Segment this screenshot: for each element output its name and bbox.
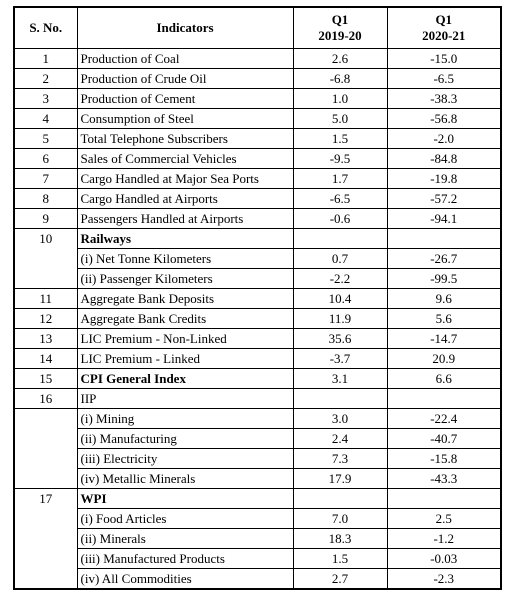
row-sno: 2 — [14, 69, 77, 89]
row-q1-2020-21: -2.3 — [387, 569, 501, 590]
row-q1-2020-21: -15.8 — [387, 449, 501, 469]
row-q1-2020-21: -99.5 — [387, 269, 501, 289]
row-q1-2019-20 — [293, 229, 387, 249]
row-indicator: WPI — [77, 489, 293, 509]
row-q1-2019-20: -6.5 — [293, 189, 387, 209]
table-row — [14, 549, 501, 569]
table-row — [14, 209, 501, 229]
row-q1-2020-21: -84.8 — [387, 149, 501, 169]
row-indicator: (iii) Electricity — [77, 449, 293, 469]
table-row — [14, 149, 501, 169]
row-q1-2019-20: 1.0 — [293, 89, 387, 109]
row-q1-2019-20: 10.4 — [293, 289, 387, 309]
table-row — [14, 229, 501, 249]
row-indicator: Consumption of Steel — [77, 109, 293, 129]
row-q1-2020-21: -38.3 — [387, 89, 501, 109]
row-indicator: IIP — [77, 389, 293, 409]
row-sno — [14, 249, 77, 269]
row-sno: 7 — [14, 169, 77, 189]
row-q1-2020-21: 2.5 — [387, 509, 501, 529]
table-row — [14, 429, 501, 449]
row-q1-2019-20: 7.3 — [293, 449, 387, 469]
row-q1-2020-21: -22.4 — [387, 409, 501, 429]
header-row — [14, 7, 501, 49]
row-q1-2019-20: -9.5 — [293, 149, 387, 169]
row-q1-2019-20: 1.7 — [293, 169, 387, 189]
row-sno — [14, 269, 77, 289]
row-q1-2019-20 — [293, 489, 387, 509]
row-q1-2019-20: 0.7 — [293, 249, 387, 269]
row-sno — [14, 469, 77, 489]
table-row — [14, 309, 501, 329]
row-q1-2020-21: 6.6 — [387, 369, 501, 389]
row-q1-2020-21: -40.7 — [387, 429, 501, 449]
row-sno: 1 — [14, 49, 77, 69]
row-indicator: LIC Premium - Linked — [77, 349, 293, 369]
row-sno: 17 — [14, 489, 77, 509]
table-row — [14, 509, 501, 529]
table-row — [14, 69, 501, 89]
row-indicator: Aggregate Bank Credits — [77, 309, 293, 329]
row-indicator: (i) Food Articles — [77, 509, 293, 529]
table-row — [14, 349, 501, 369]
row-q1-2019-20: 2.6 — [293, 49, 387, 69]
row-sno: 8 — [14, 189, 77, 209]
row-sno: 3 — [14, 89, 77, 109]
row-q1-2020-21: -15.0 — [387, 49, 501, 69]
table-row — [14, 389, 501, 409]
row-q1-2019-20: -3.7 — [293, 349, 387, 369]
table-row — [14, 169, 501, 189]
table-row — [14, 129, 501, 149]
row-sno — [14, 509, 77, 529]
row-indicator: (iv) Metallic Minerals — [77, 469, 293, 489]
row-sno: 16 — [14, 389, 77, 409]
row-q1-2019-20: 3.0 — [293, 409, 387, 429]
row-sno: 10 — [14, 229, 77, 249]
row-q1-2019-20: 3.1 — [293, 369, 387, 389]
row-indicator: Sales of Commercial Vehicles — [77, 149, 293, 169]
header-sno: S. No. — [14, 7, 77, 49]
row-q1-2020-21: 5.6 — [387, 309, 501, 329]
row-indicator: Production of Coal — [77, 49, 293, 69]
row-sno — [14, 449, 77, 469]
table-row — [14, 289, 501, 309]
row-indicator: Total Telephone Subscribers — [77, 129, 293, 149]
row-q1-2020-21: -1.2 — [387, 529, 501, 549]
row-q1-2020-21: -43.3 — [387, 469, 501, 489]
row-indicator: Railways — [77, 229, 293, 249]
row-q1-2019-20: -2.2 — [293, 269, 387, 289]
table-row — [14, 89, 501, 109]
row-q1-2019-20: 5.0 — [293, 109, 387, 129]
row-indicator: Cargo Handled at Airports — [77, 189, 293, 209]
table-row — [14, 449, 501, 469]
row-sno — [14, 429, 77, 449]
row-q1-2020-21: -94.1 — [387, 209, 501, 229]
row-sno — [14, 409, 77, 429]
row-q1-2019-20: 18.3 — [293, 529, 387, 549]
row-indicator: (i) Net Tonne Kilometers — [77, 249, 293, 269]
row-q1-2019-20: 17.9 — [293, 469, 387, 489]
row-indicator: Production of Cement — [77, 89, 293, 109]
row-q1-2019-20: 11.9 — [293, 309, 387, 329]
row-sno: 5 — [14, 129, 77, 149]
row-sno: 14 — [14, 349, 77, 369]
row-sno: 4 — [14, 109, 77, 129]
row-indicator: Production of Crude Oil — [77, 69, 293, 89]
row-q1-2020-21 — [387, 229, 501, 249]
table-row — [14, 409, 501, 429]
row-q1-2019-20: 7.0 — [293, 509, 387, 529]
row-sno: 9 — [14, 209, 77, 229]
row-q1-2020-21: -6.5 — [387, 69, 501, 89]
row-q1-2020-21: -26.7 — [387, 249, 501, 269]
row-indicator: Aggregate Bank Deposits — [77, 289, 293, 309]
row-sno — [14, 529, 77, 549]
row-sno: 15 — [14, 369, 77, 389]
row-indicator: Cargo Handled at Major Sea Ports — [77, 169, 293, 189]
table-row — [14, 249, 501, 269]
row-indicator: (iv) All Commodities — [77, 569, 293, 590]
row-q1-2020-21: -2.0 — [387, 129, 501, 149]
row-indicator: (ii) Minerals — [77, 529, 293, 549]
row-q1-2020-21 — [387, 489, 501, 509]
row-sno — [14, 549, 77, 569]
header-q1-2019-20 — [293, 7, 387, 49]
row-q1-2020-21: -0.03 — [387, 549, 501, 569]
indicators-table — [13, 6, 502, 590]
row-q1-2020-21: 9.6 — [387, 289, 501, 309]
header-q1-2019-20-line2: 2019-20 — [318, 28, 362, 43]
table-row — [14, 469, 501, 489]
row-sno — [14, 569, 77, 590]
table-row — [14, 269, 501, 289]
header-q1-2019-20-line1: Q1 — [331, 12, 349, 27]
table-row — [14, 529, 501, 549]
row-sno: 11 — [14, 289, 77, 309]
row-q1-2019-20: 1.5 — [293, 549, 387, 569]
row-indicator: LIC Premium - Non-Linked — [77, 329, 293, 349]
header-indicators: Indicators — [77, 7, 293, 49]
header-q1-2020-21-line1: Q1 — [435, 12, 453, 27]
row-indicator: (ii) Manufacturing — [77, 429, 293, 449]
row-q1-2020-21: 20.9 — [387, 349, 501, 369]
row-q1-2020-21: -19.8 — [387, 169, 501, 189]
header-q1-2020-21 — [387, 7, 501, 49]
row-sno: 13 — [14, 329, 77, 349]
row-q1-2019-20: 35.6 — [293, 329, 387, 349]
table-row — [14, 189, 501, 209]
table-row — [14, 569, 501, 590]
header-q1-2020-21-line2: 2020-21 — [422, 28, 466, 43]
row-q1-2020-21 — [387, 389, 501, 409]
row-q1-2019-20 — [293, 389, 387, 409]
row-q1-2020-21: -14.7 — [387, 329, 501, 349]
table-row — [14, 369, 501, 389]
row-indicator: (i) Mining — [77, 409, 293, 429]
table-row — [14, 49, 501, 69]
table-row — [14, 109, 501, 129]
row-q1-2019-20: 2.7 — [293, 569, 387, 590]
row-sno: 12 — [14, 309, 77, 329]
row-indicator: (iii) Manufactured Products — [77, 549, 293, 569]
row-q1-2019-20: 1.5 — [293, 129, 387, 149]
row-q1-2019-20: 2.4 — [293, 429, 387, 449]
row-q1-2020-21: -56.8 — [387, 109, 501, 129]
row-indicator: CPI General Index — [77, 369, 293, 389]
row-q1-2020-21: -57.2 — [387, 189, 501, 209]
row-indicator: Passengers Handled at Airports — [77, 209, 293, 229]
row-q1-2019-20: -0.6 — [293, 209, 387, 229]
table-row — [14, 329, 501, 349]
row-indicator: (ii) Passenger Kilometers — [77, 269, 293, 289]
row-q1-2019-20: -6.8 — [293, 69, 387, 89]
row-sno: 6 — [14, 149, 77, 169]
table-row — [14, 489, 501, 509]
